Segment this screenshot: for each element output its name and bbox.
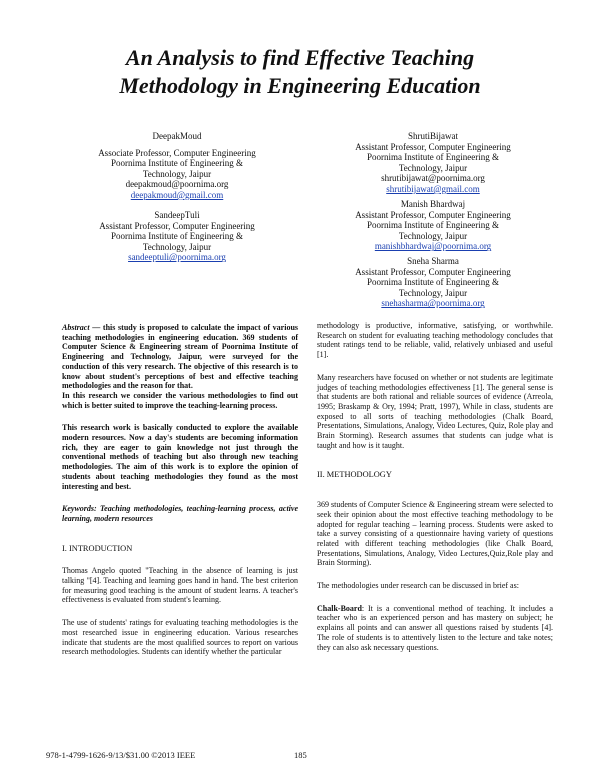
author-affiliation: Technology, Jaipur	[398, 230, 468, 241]
author-email-link[interactable]: snehasharma@poornima.org	[381, 298, 485, 309]
keywords-text: Teaching methodologies, teaching-learning process, active learning, modern resources	[62, 504, 298, 523]
author-name: SandeepTuli	[154, 210, 200, 220]
author-block-1	[62, 131, 292, 201]
title-line-2: Methodology in Engineering Education	[119, 73, 481, 98]
author-name: Sneha Sharma	[407, 256, 459, 266]
author-affiliation: Assistant Professor, Computer Engineering	[355, 266, 511, 277]
abstract-paragraph-3: This research work is basically conducted to explore the available modern resources. Now a day's students are becoming information rich, they are eager to gain knowledge not just through the conventional methods of teaching but also through new teaching methodologies. The aim of this work is to explore the opinion of students about teaching methodologies they found as the most interesting and best.	[62, 423, 298, 491]
author-block-3	[313, 131, 553, 195]
keywords-label: Keywords:	[62, 504, 97, 514]
author-affiliation: Technology, Jaipur	[142, 168, 212, 179]
paper-title	[40, 44, 560, 100]
author-affiliation: Poornima Institute of Engineering &	[367, 152, 499, 163]
author-affiliation: Assistant Professor, Computer Engineering	[355, 141, 511, 152]
chalk-board-paragraph	[317, 604, 553, 653]
author-affiliation: Poornima Institute of Engineering &	[367, 277, 499, 288]
author-email-link[interactable]: shrutibijawat@gmail.com	[386, 183, 480, 194]
author-email-link[interactable]: sandeeptuli@poornima.org	[128, 252, 226, 263]
section-heading-methodology: II. METHODOLOGY	[317, 470, 392, 480]
author-affiliation: Poornima Institute of Engineering &	[111, 231, 243, 242]
author-affiliation: Assistant Professor, Computer Engineering	[355, 209, 511, 220]
title-line-1: An Analysis to find Effective Teaching	[125, 45, 475, 70]
intro-paragraph-2: The use of students' ratings for evaluating teaching methodologies is the most researched issue in engineering education. Various researches indicate that students are the most qualified sources to report on various research methodologies. Students can identify whether the particular	[62, 618, 298, 657]
page-number: 185	[294, 750, 307, 760]
chalk-board-text: : It is a conventional method of teaching. It includes a teacher who is an experienced person and has mastery on subject; he explains all points and can answer all questions raised by students [4]. The role of students is to attentively listen to the lecture and take notes; they can also ask necessary questions.	[317, 603, 553, 652]
body-paragraph-2: Many researchers have focused on whether or not students are legitimate judges of teaching methodologies effectiveness [1]. The general sense is that students are both rational and reliable sources of evidence (Arreola, 1995; Braskamp & Ory, 1994; Pratt, 1997), While in class, students are exposed to all sorts of teaching methodologies (Chalk Board, Presentations, Simulations, Analogy, Video Lectures, Quiz, Role play and Brain Storming). Research assumes that students can judge what is taught and how is it taught.	[317, 372, 553, 450]
author-email-link[interactable]: manishbhardwaj@poornima.org	[374, 241, 492, 252]
author-affiliation: Associate Professor, Computer Engineering	[98, 147, 256, 158]
abstract-text: — this study is proposed to calculate the impact of various teaching methodologies in engineering education. 369 students of Computer Science & Engineering stream of Poornima Institute of Engineering and Technology, Jaipur, were surveyed for the conduction of this very research. The objective of this research is to know about student's perceptions of best and effective teaching methodologies and the reason for that.	[62, 323, 298, 391]
abstract-label: Abstract	[62, 323, 90, 332]
author-affiliation: Technology, Jaipur	[142, 241, 212, 252]
author-affiliation: Technology, Jaipur	[398, 287, 468, 298]
methodology-paragraph-2: The methodologies under research can be discussed in brief as:	[317, 581, 519, 591]
intro-paragraph-1: Thomas Angelo quoted "Teaching in the absence of learning is just talking "[4]. Teaching and learning goes hand in hand. The best criterion for measuring good teaching is the amount of student learns. A teacher's effectiveness is evaluated from student's learning.	[62, 566, 298, 605]
section-heading-introduction: I. INTRODUCTION	[62, 543, 133, 553]
author-affiliation: Poornima Institute of Engineering &	[111, 158, 243, 169]
author-affiliation: Assistant Professor, Computer Engineering	[99, 220, 255, 231]
author-block-4	[313, 199, 553, 252]
author-name: ShrutiBijawat	[408, 131, 458, 141]
abstract-paragraph	[62, 323, 298, 391]
author-email: deepakmoud@poornima.org	[125, 179, 229, 190]
keywords-paragraph	[62, 504, 298, 523]
body-paragraph-1: methodology is productive, informative, satisfying, or worthwhile. Research on student for evaluating teaching methodology concludes that student ratings tend to be reliable, valid, relatively unbiased and useful [1].	[317, 321, 553, 360]
author-block-2	[62, 210, 292, 263]
author-email: shrutibijawat@poornima.org	[381, 173, 485, 184]
methodology-paragraph-1: 369 students of Computer Science & Engineering stream were selected to seek their opinion about the most effective teaching methodology to be adopted for regular teaching – learning process. Students were asked to take a survey consisting of a questionnaire having variety of questions related with different teaching methodologies (like Chalk Board, Presentations, Simulations, Analogy, Video Lectures,Quiz,Role play and Brain Storming).	[317, 500, 553, 568]
author-block-5	[313, 256, 553, 309]
right-column	[317, 321, 553, 652]
author-name: DeepakMoud	[152, 131, 202, 141]
abstract-paragraph-2: In this research we consider the various methodologies to find out which is better suited to improve the teaching-learning process.	[62, 390, 298, 410]
author-name: Manish Bhardwaj	[400, 199, 466, 209]
left-column	[62, 323, 298, 657]
author-email-link[interactable]: deepakmoud@gmail.com	[130, 189, 224, 200]
copyright-footer: 978-1-4799-1626-9/13/$31.00 ©2013 IEEE	[46, 750, 196, 760]
chalk-board-term: Chalk-Board	[317, 603, 362, 613]
author-affiliation: Poornima Institute of Engineering &	[367, 220, 499, 231]
author-affiliation: Technology, Jaipur	[398, 162, 468, 173]
